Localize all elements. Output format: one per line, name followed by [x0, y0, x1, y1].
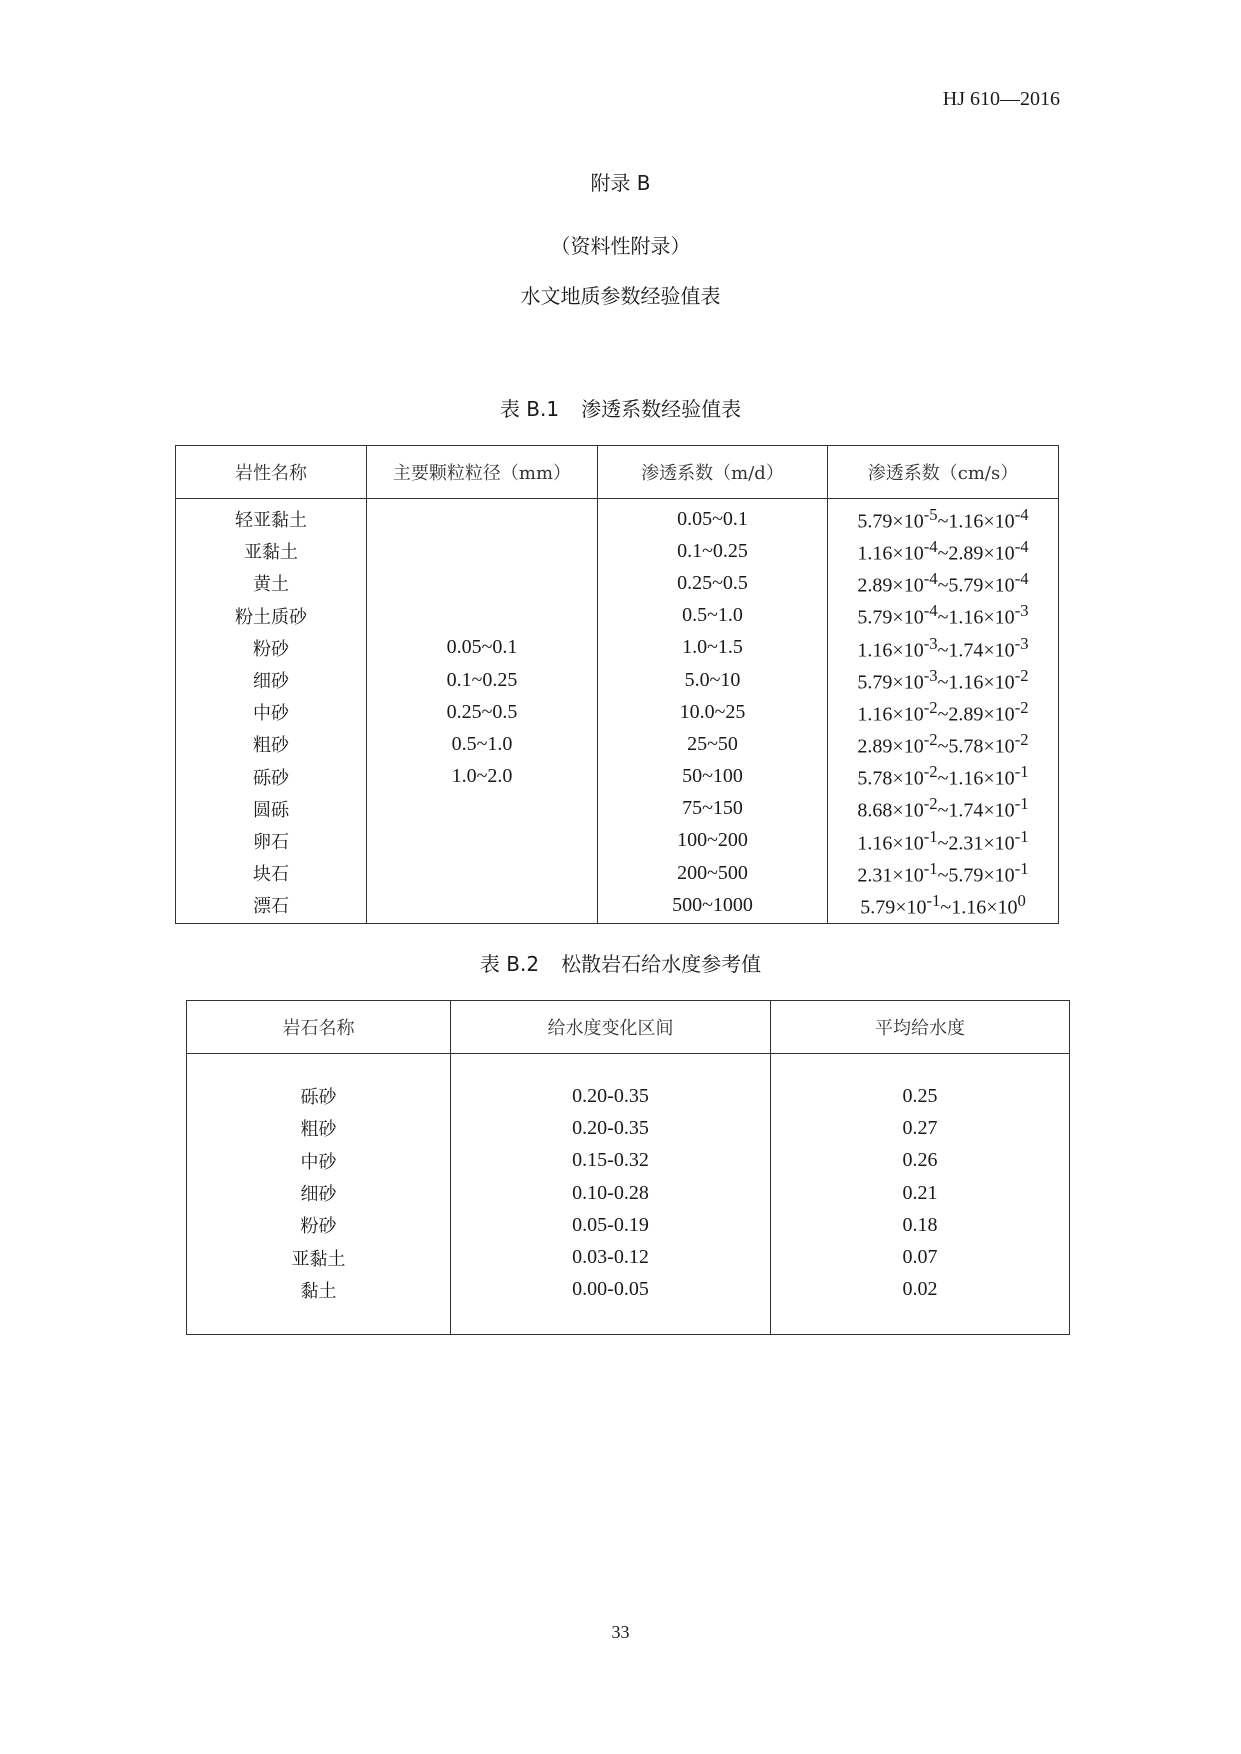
permeability-md-cell: 25~50	[598, 728, 828, 760]
rock-name-cell: 粉砂	[187, 1209, 451, 1241]
grain-size-cell	[367, 889, 598, 924]
table-header-row	[187, 1001, 1070, 1054]
permeability-cms-cell: $1.16\times 10^{-4}\sim 2.89\times 10^{-4}$	[828, 535, 1059, 567]
yield-range-cell: 0.20-0.35	[451, 1112, 771, 1144]
permeability-md-cell: 75~150	[598, 793, 828, 825]
table-row	[176, 793, 1059, 825]
average-yield-cell: 0.18	[771, 1209, 1070, 1241]
rock-type-cell: 轻亚黏土	[176, 499, 367, 536]
table-b2-caption	[0, 948, 1241, 977]
col-header-permeability-cms: 渗透系数（cm/s）	[828, 446, 1059, 499]
coefficient-high: 1.74	[948, 800, 984, 823]
exponent-low: -5	[923, 504, 938, 524]
rock-type-cell: 圆砾	[176, 793, 367, 825]
exponent-low: -1	[923, 826, 938, 846]
permeability-cms-cell: $5.78\times 10^{-2}\sim 1.16\times 10^{-1}$	[828, 761, 1059, 793]
rock-type-cell: 卵石	[176, 825, 367, 857]
coefficient-low: 1.16	[857, 703, 893, 726]
coefficient-high: 1.16	[948, 606, 984, 629]
permeability-md-cell: 0.05~0.1	[598, 499, 828, 536]
exponent-low: -4	[923, 601, 938, 621]
coefficient-low: 5.79	[857, 671, 893, 694]
rock-name-cell: 中砂	[187, 1145, 451, 1177]
exponent-high: 0	[1017, 891, 1026, 911]
yield-range-cell: 0.03-0.12	[451, 1241, 771, 1273]
table-b2-caption-number: 表 B.2	[479, 952, 540, 976]
yield-range-cell: 0.05-0.19	[451, 1209, 771, 1241]
coefficient-high: 1.16	[951, 896, 987, 919]
table-row	[187, 1145, 1070, 1177]
exponent-high: -1	[1014, 794, 1029, 814]
average-yield-cell: 0.25	[771, 1054, 1070, 1113]
permeability-cms-cell: $5.79\times 10^{-1}\sim 1.16\times 10^0$	[828, 889, 1059, 924]
appendix-subject: 水文地质参数经验值表	[520, 284, 721, 308]
average-yield-cell: 0.21	[771, 1177, 1070, 1209]
exponent-high: -2	[1014, 697, 1029, 717]
table-row	[176, 567, 1059, 599]
table-row	[176, 664, 1059, 696]
permeability-cms-cell: $2.89\times 10^{-4}\sim 5.79\times 10^{-4}$	[828, 567, 1059, 599]
rock-type-cell: 中砂	[176, 696, 367, 728]
permeability-cms-cell: $5.79\times 10^{-3}\sim 1.16\times 10^{-2}$	[828, 664, 1059, 696]
table-row	[176, 499, 1059, 536]
coefficient-high: 5.78	[948, 735, 984, 758]
table-header-row	[176, 446, 1059, 499]
permeability-cms-cell: $1.16\times 10^{-1}\sim 2.31\times 10^{-1}$	[828, 825, 1059, 857]
table-row	[187, 1274, 1070, 1335]
coefficient-high: 1.16	[948, 510, 984, 533]
coefficient-high: 1.16	[948, 767, 984, 790]
grain-size-cell	[367, 857, 598, 889]
coefficient-high: 1.74	[948, 639, 984, 662]
table-row	[176, 825, 1059, 857]
col-header-yield-range: 给水度变化区间	[451, 1001, 771, 1054]
coefficient-low: 2.89	[857, 574, 893, 597]
permeability-md-cell: 200~500	[598, 857, 828, 889]
rock-type-cell: 漂石	[176, 889, 367, 924]
appendix-title: 附录 B	[590, 171, 651, 195]
permeability-md-cell: 0.25~0.5	[598, 567, 828, 599]
table-row	[187, 1112, 1070, 1144]
col-header-permeability-md: 渗透系数（m/d）	[598, 446, 828, 499]
exponent-high: -2	[1014, 730, 1029, 750]
rock-type-cell: 细砂	[176, 664, 367, 696]
average-yield-cell: 0.02	[771, 1274, 1070, 1335]
yield-range-cell: 0.10-0.28	[451, 1177, 771, 1209]
permeability-cms-cell: $1.16\times 10^{-3}\sim 1.74\times 10^{-3}$	[828, 632, 1059, 664]
col-header-average-yield: 平均给水度	[771, 1001, 1070, 1054]
exponent-low: -3	[923, 665, 938, 685]
exponent-high: -4	[1014, 536, 1029, 556]
grain-size-cell: 0.5~1.0	[367, 728, 598, 760]
coefficient-low: 2.31	[857, 864, 893, 887]
table-row	[176, 696, 1059, 728]
coefficient-low: 5.79	[857, 606, 893, 629]
exponent-high: -4	[1014, 569, 1029, 589]
exponent-low: -4	[923, 536, 938, 556]
average-yield-cell: 0.07	[771, 1241, 1070, 1273]
rock-type-cell: 块石	[176, 857, 367, 889]
exponent-low: -2	[923, 730, 938, 750]
table-row	[176, 600, 1059, 632]
table-row	[176, 857, 1059, 889]
exponent-low: -4	[923, 569, 938, 589]
page-number: 33	[611, 1622, 630, 1642]
col-header-rock-type: 岩性名称	[176, 446, 367, 499]
rock-type-cell: 黄土	[176, 567, 367, 599]
permeability-md-cell: 100~200	[598, 825, 828, 857]
permeability-md-cell: 0.5~1.0	[598, 600, 828, 632]
grain-size-cell	[367, 600, 598, 632]
permeability-md-cell: 10.0~25	[598, 696, 828, 728]
table-row	[176, 535, 1059, 567]
average-yield-cell: 0.27	[771, 1112, 1070, 1144]
exponent-low: -2	[923, 697, 938, 717]
table-row	[187, 1241, 1070, 1273]
exponent-low: -2	[923, 762, 938, 782]
table-row	[187, 1209, 1070, 1241]
exponent-high: -1	[1014, 858, 1029, 878]
exponent-low: -3	[923, 633, 938, 653]
grain-size-cell	[367, 535, 598, 567]
exponent-high: -3	[1014, 633, 1029, 653]
rock-name-cell: 细砂	[187, 1177, 451, 1209]
exponent-low: -2	[923, 794, 938, 814]
coefficient-low: 5.78	[857, 767, 893, 790]
exponent-high: -3	[1014, 601, 1029, 621]
grain-size-cell	[367, 567, 598, 599]
table-row	[176, 761, 1059, 793]
average-yield-cell: 0.26	[771, 1145, 1070, 1177]
permeability-cms-cell: $5.79\times 10^{-5}\sim 1.16\times 10^{-4}$	[828, 499, 1059, 536]
grain-size-cell: 0.05~0.1	[367, 632, 598, 664]
coefficient-low: 8.68	[857, 800, 893, 823]
exponent-low: -1	[923, 858, 938, 878]
grain-size-cell: 0.25~0.5	[367, 696, 598, 728]
grain-size-cell	[367, 499, 598, 536]
yield-range-cell: 0.15-0.32	[451, 1145, 771, 1177]
yield-range-cell: 0.20-0.35	[451, 1054, 771, 1113]
table-b1-caption	[0, 393, 1241, 422]
permeability-md-cell: 500~1000	[598, 889, 828, 924]
col-header-rock-name: 岩石名称	[187, 1001, 451, 1054]
rock-type-cell: 亚黏土	[176, 535, 367, 567]
permeability-cms-cell: $1.16\times 10^{-2}\sim 2.89\times 10^{-2}$	[828, 696, 1059, 728]
coefficient-high: 5.79	[948, 864, 984, 887]
table-row	[176, 632, 1059, 664]
appendix-type: （资料性附录）	[550, 234, 691, 258]
table-row	[187, 1177, 1070, 1209]
table-b1-caption-number: 表 B.1	[499, 397, 560, 421]
coefficient-low: 1.16	[857, 832, 893, 855]
coefficient-low: 5.79	[860, 896, 896, 919]
grain-size-cell	[367, 825, 598, 857]
rock-name-cell: 亚黏土	[187, 1241, 451, 1273]
rock-name-cell: 粗砂	[187, 1112, 451, 1144]
grain-size-cell	[367, 793, 598, 825]
table-row	[187, 1054, 1070, 1113]
col-header-grain-size: 主要颗粒粒径（mm）	[367, 446, 598, 499]
yield-range-cell: 0.00-0.05	[451, 1274, 771, 1335]
exponent-high: -1	[1014, 762, 1029, 782]
exponent-low: -1	[926, 891, 941, 911]
coefficient-low: 1.16	[857, 542, 893, 565]
coefficient-high: 2.89	[948, 542, 984, 565]
specific-yield-table	[186, 1000, 1070, 1335]
exponent-high: -1	[1014, 826, 1029, 846]
permeability-md-cell: 1.0~1.5	[598, 632, 828, 664]
coefficient-low: 1.16	[857, 639, 893, 662]
grain-size-cell: 0.1~0.25	[367, 664, 598, 696]
coefficient-high: 2.31	[948, 832, 984, 855]
coefficient-high: 5.79	[948, 574, 984, 597]
standard-code: HJ 610—2016	[942, 88, 1060, 110]
permeability-md-cell: 50~100	[598, 761, 828, 793]
table-b2-caption-title: 松散岩石给水度参考值	[561, 952, 762, 976]
table-row	[176, 889, 1059, 924]
permeability-md-cell: 5.0~10	[598, 664, 828, 696]
coefficient-high: 1.16	[948, 671, 984, 694]
permeability-cms-cell: $2.89\times 10^{-2}\sim 5.78\times 10^{-2}$	[828, 728, 1059, 760]
coefficient-high: 2.89	[948, 703, 984, 726]
coefficient-low: 2.89	[857, 735, 893, 758]
permeability-cms-cell: $8.68\times 10^{-2}\sim 1.74\times 10^{-1}$	[828, 793, 1059, 825]
permeability-table	[175, 445, 1059, 924]
rock-type-cell: 粉土质砂	[176, 600, 367, 632]
grain-size-cell: 1.0~2.0	[367, 761, 598, 793]
rock-type-cell: 粉砂	[176, 632, 367, 664]
rock-type-cell: 砾砂	[176, 761, 367, 793]
table-row	[176, 728, 1059, 760]
rock-name-cell: 砾砂	[187, 1054, 451, 1113]
permeability-cms-cell: $5.79\times 10^{-4}\sim 1.16\times 10^{-3}$	[828, 600, 1059, 632]
exponent-high: -2	[1014, 665, 1029, 685]
permeability-md-cell: 0.1~0.25	[598, 535, 828, 567]
rock-name-cell: 黏土	[187, 1274, 451, 1335]
permeability-cms-cell: $2.31\times 10^{-1}\sim 5.79\times 10^{-1}$	[828, 857, 1059, 889]
rock-type-cell: 粗砂	[176, 728, 367, 760]
coefficient-low: 5.79	[857, 510, 893, 533]
table-b1-caption-title: 渗透系数经验值表	[581, 397, 742, 421]
exponent-high: -4	[1014, 504, 1029, 524]
